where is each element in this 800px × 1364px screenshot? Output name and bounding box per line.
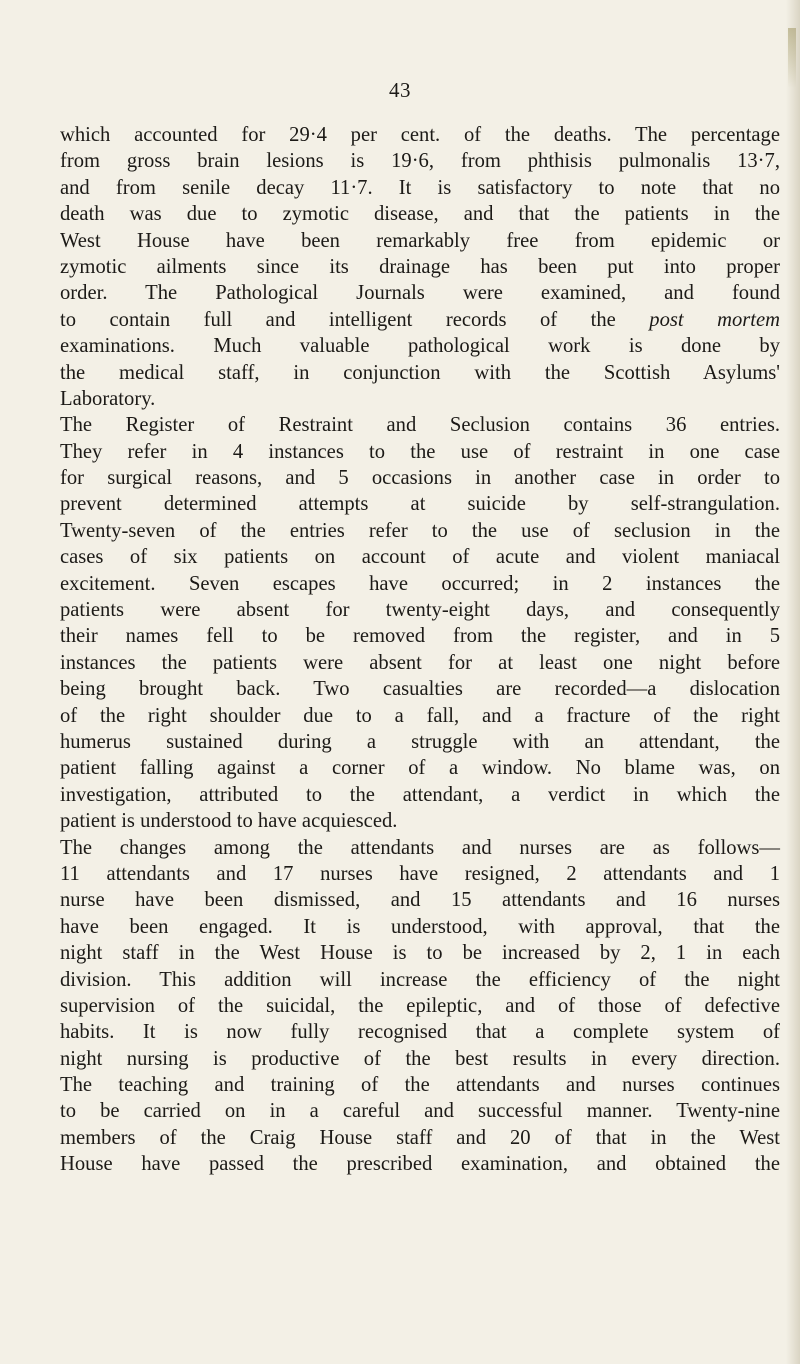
text-line: night nursing is productive of the best results in every direction. <box>60 1047 780 1070</box>
text-line: to be carried on in a careful and successful manner. Twenty-nine <box>60 1100 780 1123</box>
text-line: Twenty-seven of the entries refer to the use of seclusion in the <box>60 519 780 542</box>
text-line: and from senile decay 11·7. It is satisfactory to note that no <box>60 176 780 199</box>
text-line: prevent determined attempts at suicide by self-strangulation. <box>60 493 780 516</box>
page-edge-shadow <box>786 0 800 1364</box>
text-line: House have passed the prescribed examination, and obtained the <box>60 1153 780 1176</box>
text-line: zymotic ailments since its drainage has been put into proper <box>60 255 780 278</box>
page-number: 43 <box>389 78 411 102</box>
text-line: death was due to zymotic disease, and that the patients in the <box>60 203 780 226</box>
text-line: patient is understood to have acquiesced. <box>60 810 398 833</box>
text-line: patient falling against a corner of a window. No blame was, on <box>60 757 780 780</box>
text-line: being brought back. Two casualties are recorded—a dislocation <box>60 678 780 701</box>
body-text <box>60 122 780 1178</box>
text-line: examinations. Much valuable pathological work is done by <box>60 335 780 358</box>
text-line: the medical staff, in conjunction with the Scottish Asylums' <box>60 361 780 384</box>
text-line: Laboratory. <box>60 387 156 410</box>
text-line: humerus sustained during a struggle with an attendant, the <box>60 730 780 753</box>
text-line: cases of six patients on account of acute and violent maniacal <box>60 546 780 569</box>
text-line: their names fell to be removed from the register, and in 5 <box>60 625 780 648</box>
text-line: habits. It is now fully recognised that a complete system of <box>60 1021 780 1044</box>
text-line: from gross brain lesions is 19·6, from phthisis pulmonalis 13·7, <box>60 150 780 173</box>
text-line: for surgical reasons, and 5 occasions in another case in order to <box>60 467 780 490</box>
text-line: The teaching and training of the attendants and nurses continues <box>60 1074 780 1097</box>
text-line: The Register of Restraint and Seclusion contains 36 entries. <box>60 414 780 437</box>
text-line: order. The Pathological Journals were examined, and found <box>60 282 780 305</box>
text-line: have been engaged. It is understood, with approval, that the <box>60 915 780 938</box>
text-line: members of the Craig House staff and 20 of that in the West <box>60 1126 780 1149</box>
text-line: 11 attendants and 17 nurses have resigned, 2 attendants and 1 <box>60 862 780 885</box>
text-line: excitement. Seven escapes have occurred; in 2 instances the <box>60 572 780 595</box>
text-line: nurse have been dismissed, and 15 attendants and 16 nurses <box>60 889 780 912</box>
text-line: instances the patients were absent for at least one night before <box>60 651 780 674</box>
text-line: supervision of the suicidal, the epileptic, and of those of defective <box>60 994 780 1017</box>
text-line: to contain full and intelligent records of the post mortem <box>60 308 780 331</box>
text-line: patients were absent for twenty-eight days, and consequently <box>60 599 780 622</box>
text-line: night staff in the West House is to be increased by 2, 1 in each <box>60 942 780 965</box>
text-line: which accounted for 29·4 per cent. of the deaths. The percentage <box>60 124 780 146</box>
text-line: They refer in 4 instances to the use of restraint in one case <box>60 440 780 463</box>
text-line: The changes among the attendants and nurses are as follows— <box>60 836 780 859</box>
text-line: of the right shoulder due to a fall, and a fracture of the right <box>60 704 780 727</box>
text-line: West House have been remarkably free from epidemic or <box>60 229 780 252</box>
text-line: division. This addition will increase the efficiency of the night <box>60 968 780 991</box>
italic-phrase: post mortem <box>649 308 780 331</box>
text-line: investigation, attributed to the attendant, a verdict in which the <box>60 783 780 806</box>
